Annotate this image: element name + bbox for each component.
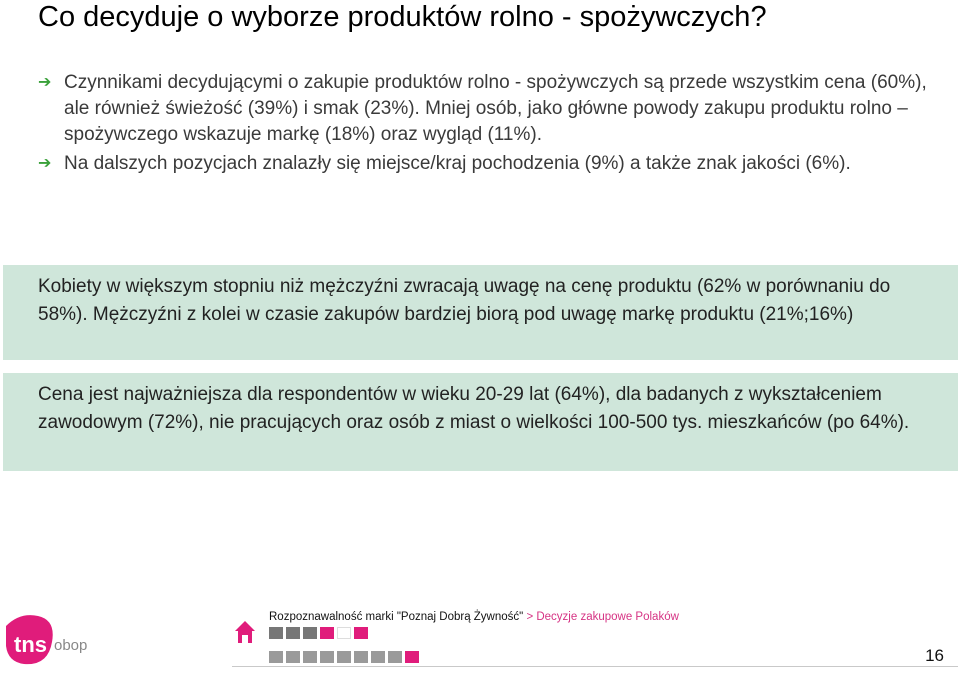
bullet-list xyxy=(38,70,938,180)
nav-square xyxy=(269,651,283,663)
svg-text:tns: tns xyxy=(14,632,47,657)
age-findings-box: Cena jest najważniejsza dla respondentów w wieku 20-29 lat (64%), dla badanych z wykształceniem zawodowym (72%), nie pracujących oraz osób z miast o wielkości 100-500 tys. mieszkańców (po 64%). xyxy=(3,373,958,471)
tns-obop-logo xyxy=(2,606,108,686)
gender-findings-box: Kobiety w większym stopniu niż mężczyźni zwracają uwagę na cenę produktu (62% w porównaniu do 58%). Mężczyźni z kolei w czasie zakupów bardziej biorą pod uwagę markę produktu (21%;16%) xyxy=(3,265,958,360)
nav-square-active xyxy=(405,651,419,663)
nav-square-active xyxy=(320,627,334,639)
home-icon[interactable] xyxy=(234,620,256,644)
breadcrumb-separator: > xyxy=(523,611,537,623)
breadcrumb-main: Rozpoznawalność marki "Poznaj Dobrą Żywność" xyxy=(269,611,524,623)
arrow-right-icon: ➔ xyxy=(38,155,52,172)
svg-text:obop: obop xyxy=(54,637,88,654)
footer-breadcrumb xyxy=(269,611,679,623)
nav-square xyxy=(269,627,283,639)
page-title: Co decyduje o wyborze produktów rolno - spożywczych? xyxy=(38,1,767,33)
nav-square xyxy=(320,651,334,663)
nav-square xyxy=(371,651,385,663)
nav-square xyxy=(337,627,351,639)
nav-square xyxy=(388,651,402,663)
bullet-text: Czynnikami decydującymi o zakupie produktów rolno - spożywczych są przede wszystkim cena (60%), ale również świeżość (39%) i smak (23%). Mniej osób, jako główne powody zakupu produktu rolno – spożywczego wskazuje markę (18%) oraz wygląd (11%). xyxy=(64,72,927,145)
footer-divider xyxy=(232,666,958,667)
nav-square xyxy=(286,627,300,639)
nav-square xyxy=(303,627,317,639)
nav-square xyxy=(303,651,317,663)
arrow-right-icon: ➔ xyxy=(38,74,52,91)
nav-square xyxy=(337,651,351,663)
bullet-item xyxy=(38,70,938,148)
nav-square xyxy=(354,651,368,663)
bullet-text: Na dalszych pozycjach znalazły się miejsce/kraj pochodzenia (9%) a także znak jakości (6%). xyxy=(64,153,851,174)
breadcrumb-section[interactable]: Decyzje zakupowe Polaków xyxy=(536,611,679,623)
bullet-item xyxy=(38,151,938,177)
page-number: 16 xyxy=(925,646,944,665)
nav-square-active xyxy=(354,627,368,639)
progress-squares-bottom xyxy=(269,651,419,663)
nav-square xyxy=(286,651,300,663)
progress-squares-top xyxy=(269,627,368,639)
